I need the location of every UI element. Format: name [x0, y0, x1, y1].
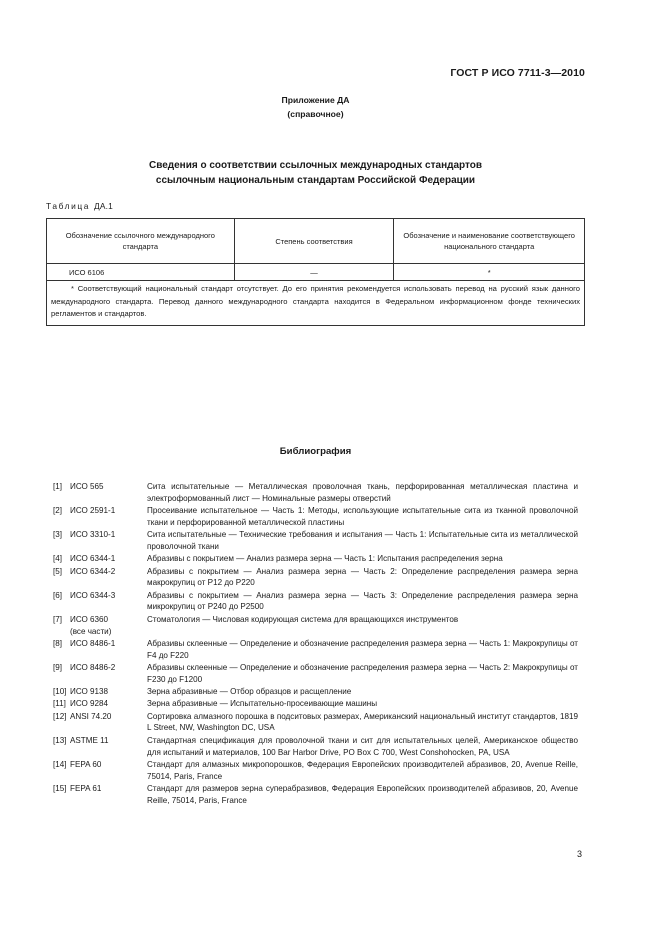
bibliography-item [53, 698, 578, 710]
bibliography-item [53, 566, 578, 590]
bibliography-item [53, 553, 578, 565]
bibliography-item-code-note: (все части) [70, 626, 112, 636]
table-cell: — [234, 264, 394, 281]
bibliography-item-number: [13] [53, 735, 67, 745]
bibliography-item [53, 614, 578, 638]
bibliography-item [53, 481, 578, 505]
document-code: ГОСТ Р ИСО 7711-3—2010 [450, 67, 585, 79]
bibliography-item-code [70, 553, 147, 565]
bibliography-item-code [70, 614, 147, 638]
bibliography-item-code [70, 783, 147, 807]
bibliography-item [53, 759, 578, 783]
bibliography-item-code [70, 711, 147, 735]
bibliography-item-code-text: ИСО 565 [70, 482, 104, 491]
footnote-text: * Соответствующий национальный стандарт отсутствует. До его принятия рекомендуется использовать перевод на русский язык данного международного стандарта. Перевод данного международного стандарта находится в Федеральном информационном фонде технических регламентов и стандартов. [51, 284, 580, 318]
bibliography-title: Библиография [279, 446, 352, 457]
bibliography-item-code-text: FEPA 60 [70, 759, 102, 769]
bibliography-item-code [70, 686, 147, 698]
bibliography-item-text: Стандартная спецификация для проволочной ткани и сит для испытательных целей, Американское общество для испытаний и материалов, 100 Bar Harbor Drive, PO Box C 700, West Conshohocken, PA, USA [147, 735, 578, 757]
table-header-row [47, 219, 585, 264]
bibliography-item-code-text: ANSI 74.20 [70, 711, 112, 721]
bibliography-item [53, 505, 578, 529]
bibliography-item-number: [7] [53, 614, 62, 624]
bibliography-item-code-text: ИСО 6344-3 [70, 590, 116, 600]
bibliography-item-text: Сита испытательные — Металлическая проволочная ткань, перфорированная металлическая пластина и электроформованный лист — Номинальные размеры отверстий [147, 482, 578, 503]
bibliography-item-code-text: ИСО 9138 [70, 687, 109, 697]
bibliography-item [53, 529, 578, 553]
table-row [47, 264, 585, 281]
bibliography-item-code [70, 529, 147, 553]
bibliography-item [53, 686, 578, 698]
bibliography-item-code [70, 481, 147, 505]
bibliography-item-number: [6] [53, 590, 62, 600]
table-label [46, 201, 113, 211]
section-title-line-1: Сведения о соответствии ссылочных международных стандартов [148, 160, 483, 171]
bibliography-item-code [70, 590, 147, 614]
bibliography-item-code [70, 638, 147, 662]
bibliography-item-number: [2] [53, 506, 62, 516]
table-label-prefix: Таблица [46, 201, 91, 211]
bibliography-item-text: Сита испытательные — Технические требования и испытания — Часть 1: Испытательные сита из металлической проволочной ткани [147, 530, 578, 551]
table-cell: * [394, 264, 585, 281]
bibliography-item-text: Стандарт для алмазных микропорошков, Федерация Европейских производителей абразивов, 20, Avenue Reille, 75014, Paris, France [147, 759, 578, 781]
bibliography-item-text: Зерна абразивные — Отбор образцов и расщепление [147, 687, 352, 697]
bibliography-item-number: [12] [53, 711, 67, 721]
bibliography-item-number: [1] [53, 482, 62, 491]
bibliography-item-text: Зерна абразивные — Испытательно-просеивающие машины [147, 699, 378, 709]
bibliography-item-text: Абразивы с покрытием — Анализ размера зерна — Часть 2: Определение распределения размера зерна макрокрупиц от P12 до P220 [147, 566, 578, 588]
table-header-cell: Обозначение ссылочного международного стандарта [47, 219, 235, 264]
bibliography-item-number: [9] [53, 662, 62, 672]
section-title-line-2: ссылочным национальным стандартам Российской Федерации [155, 175, 476, 186]
bibliography-item [53, 638, 578, 662]
bibliography-item-code-text: ИСО 8486-2 [70, 662, 116, 672]
bibliography-item-text: Абразивы склеенные — Определение и обозначение распределения размера зерна — Часть 2: Макрокрупицы от F230 до F1200 [147, 662, 578, 684]
table-note-row [47, 281, 585, 326]
page-number: 3 [576, 849, 582, 859]
appendix-title: Приложение ДА [281, 95, 350, 105]
bibliography-item-text: Абразивы с покрытием — Анализ размера зерна — Часть 3: Определение распределения размера зерна микрокрупиц от P240 до P2500 [147, 590, 578, 612]
bibliography-item-code-text: ИСО 8486-1 [70, 638, 116, 648]
bibliography-item [53, 662, 578, 686]
bibliography-item-code [70, 759, 147, 783]
bibliography-item-text: Абразивы склеенные — Определение и обозначение распределения размера зерна — Часть 1: Макрокрупицы от F4 до F220 [147, 638, 578, 660]
bibliography-item [53, 735, 578, 759]
bibliography-item-number: [3] [53, 530, 62, 540]
bibliography-item [53, 783, 578, 807]
bibliography-item-text: Просеивание испытательное — Часть 1: Методы, использующие испытательные сита из тканной проволочной ткани и перфорированной металлической пластины [147, 506, 578, 527]
bibliography-item-text: Стандарт для размеров зерна суперабразивов, Федерация Европейских производителей абразивов, 20, Avenue Reille, 75014, Paris, France [147, 783, 578, 805]
bibliography-item-code [70, 505, 147, 529]
bibliography-item-code [70, 662, 147, 686]
bibliography-item-code-text: ИСО 6360 [70, 614, 109, 624]
table-cell: ИСО 6106 [47, 264, 235, 281]
bibliography-item-number: [10] [53, 687, 67, 697]
bibliography-item-number: [14] [53, 759, 67, 769]
bibliography-item [53, 711, 578, 735]
table-header-cell: Степень соответствия [234, 219, 394, 264]
bibliography-item-text: Сортировка алмазного порошка в подситовых размерах, Американский национальный институт стандартов, 1819 L Street, NW, Washington DC, USA [147, 711, 578, 733]
bibliography-item-text: Абразивы с покрытием — Анализ размера зерна — Часть 1: Испытания распределения зерна [147, 554, 503, 564]
table-label-number: ДА.1 [93, 201, 114, 211]
bibliography-item-code-text: ИСО 9284 [70, 699, 109, 709]
bibliography-item-text: Стоматология — Числовая кодирующая система для вращающихся инструментов [147, 614, 459, 624]
bibliography-item-code-text: ИСО 3310-1 [70, 530, 116, 540]
bibliography-item-code-text: ИСО 2591-1 [70, 506, 116, 516]
bibliography-list [53, 481, 578, 807]
appendix-subtitle: (справочное) [287, 109, 344, 119]
bibliography-item-code-text: FEPA 61 [70, 783, 102, 793]
bibliography-item-number: [4] [53, 554, 62, 564]
table-header-cell: Обозначение и наименование соответствующего национального стандарта [394, 219, 585, 264]
table-footnote [47, 281, 585, 326]
bibliography-item-code [70, 566, 147, 590]
correspondence-table [46, 218, 585, 326]
bibliography-item-number: [11] [53, 699, 66, 709]
bibliography-item-number: [15] [53, 783, 67, 793]
bibliography-item-code-text: ИСО 6344-2 [70, 566, 116, 576]
bibliography-item-code-text: ИСО 6344-1 [70, 554, 116, 564]
bibliography-item [53, 590, 578, 614]
bibliography-item-code [70, 735, 147, 759]
bibliography-item-number: [8] [53, 638, 62, 648]
bibliography-item-code-text: ASTME 11 [70, 735, 109, 745]
bibliography-item-code [70, 698, 147, 710]
bibliography-item-number: [5] [53, 566, 62, 576]
